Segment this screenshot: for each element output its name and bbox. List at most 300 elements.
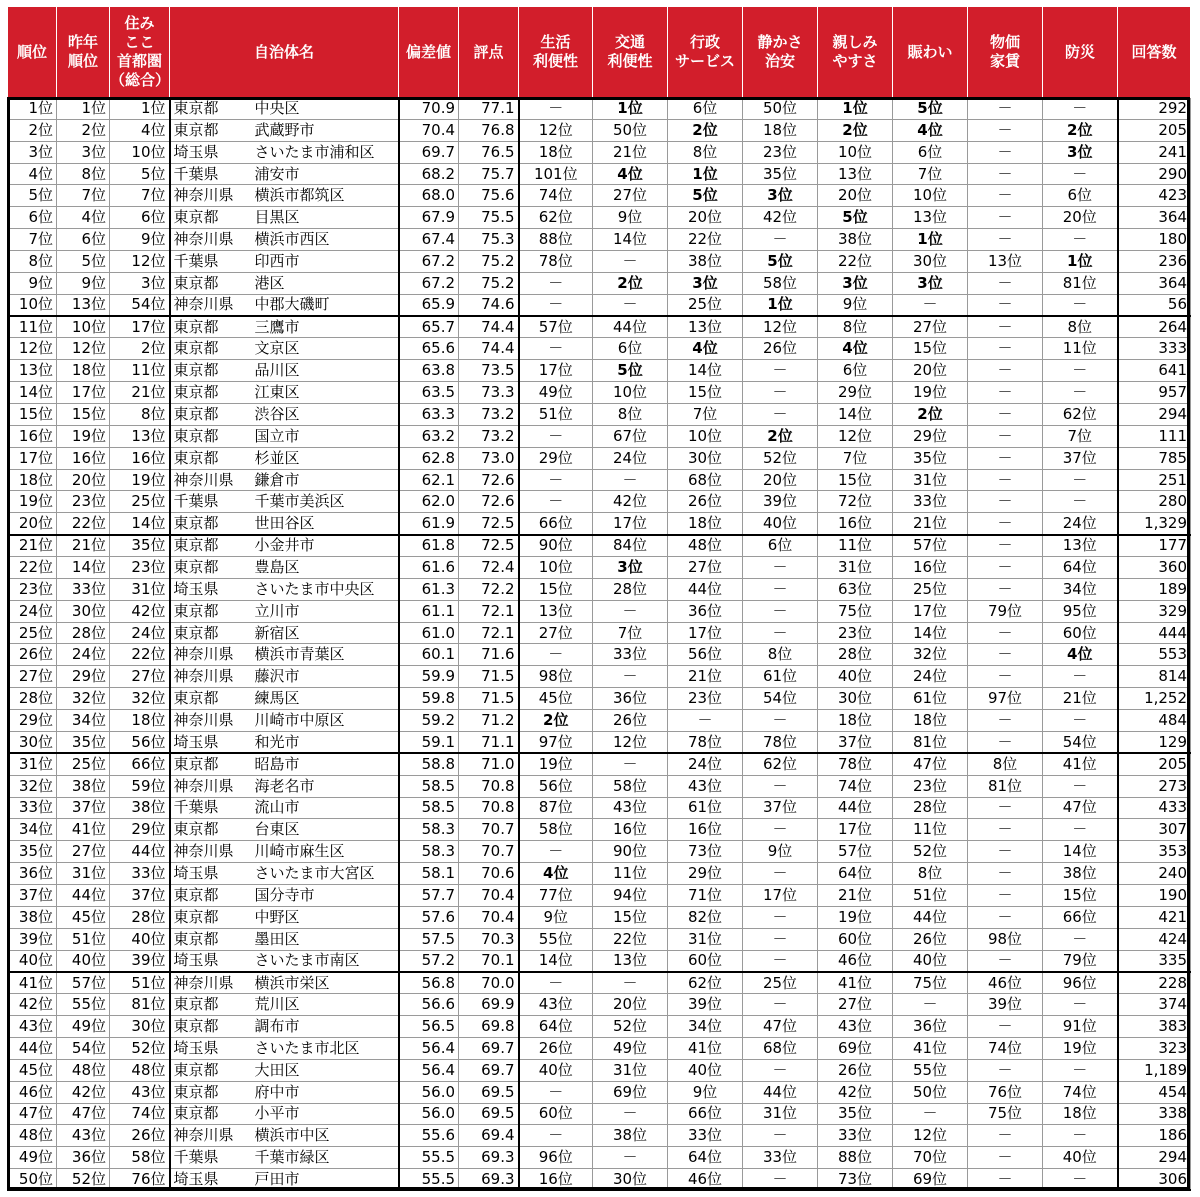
cell-responses: 205 [1118,753,1191,775]
cell-traffic: 67位 [593,425,668,447]
cell-overall: 58位 [110,1147,170,1169]
cell-disaster: 54位 [1043,731,1118,753]
cell-dev: 63.8 [399,360,459,382]
table-row [8,338,1191,360]
cell-quiet: 52位 [743,447,818,469]
table-row [8,251,1191,273]
cell-overall: 56位 [110,731,170,753]
cell-friendly: 63位 [818,578,893,600]
cell-price: － [968,841,1043,863]
cell-rank: 12位 [8,338,57,360]
cell-life: 17位 [519,360,593,382]
cell-dev: 69.7 [399,141,459,163]
cell-dev: 58.3 [399,819,459,841]
cell-disaster: 3位 [1043,141,1118,163]
cell-admin: 46位 [668,1169,743,1191]
cell-price: － [968,98,1043,120]
cell-dev: 57.2 [399,950,459,972]
cell-life: 98位 [519,666,593,688]
cell-city: 藤沢市 [252,666,399,688]
table-row [8,316,1191,338]
cell-prev: 49位 [57,1016,110,1038]
cell-quiet: 2位 [743,425,818,447]
cell-overall: 42位 [110,600,170,622]
cell-traffic: － [593,1103,668,1125]
table-row [8,272,1191,294]
cell-prev: 55位 [57,994,110,1016]
cell-disaster: 20位 [1043,207,1118,229]
cell-admin: 30位 [668,447,743,469]
cell-price: 13位 [968,251,1043,273]
cell-city: 国立市 [252,425,399,447]
cell-dev: 55.5 [399,1169,459,1191]
cell-price: － [968,272,1043,294]
cell-lively: 41位 [893,1037,968,1059]
cell-price: － [968,469,1043,491]
cell-rank: 19位 [8,491,57,513]
cell-quiet: － [743,382,818,404]
cell-city: 豊島区 [252,557,399,579]
cell-lively: 18位 [893,710,968,732]
table-row [8,382,1191,404]
cell-friendly: 17位 [818,819,893,841]
cell-city: 武蔵野市 [252,119,399,141]
cell-friendly: 44位 [818,797,893,819]
cell-disaster: 66位 [1043,906,1118,928]
cell-admin: 73位 [668,841,743,863]
cell-prev: 45位 [57,906,110,928]
cell-disaster: 37位 [1043,447,1118,469]
cell-city: 和光市 [252,731,399,753]
cell-admin: 82位 [668,906,743,928]
cell-rank: 32位 [8,775,57,797]
cell-quiet: 37位 [743,797,818,819]
cell-traffic: 52位 [593,1016,668,1038]
cell-dev: 56.4 [399,1037,459,1059]
cell-traffic: 50位 [593,119,668,141]
cell-life: 78位 [519,251,593,273]
cell-overall: 1位 [110,98,170,120]
cell-dev: 59.8 [399,688,459,710]
cell-quiet: 39位 [743,491,818,513]
column-header-dev: 偏差値 [399,7,459,98]
cell-price: － [968,863,1043,885]
cell-price: － [968,797,1043,819]
cell-rank: 35位 [8,841,57,863]
cell-lively: 26位 [893,928,968,950]
cell-disaster: 91位 [1043,1016,1118,1038]
cell-city: 小平市 [252,1103,399,1125]
cell-lively: 21位 [893,513,968,535]
cell-friendly: 23位 [818,622,893,644]
cell-friendly: 6位 [818,360,893,382]
cell-traffic: 15位 [593,906,668,928]
cell-city: 小金井市 [252,535,399,557]
cell-disaster: 19位 [1043,1037,1118,1059]
cell-quiet: 18位 [743,119,818,141]
cell-admin: 29位 [668,863,743,885]
cell-overall: 8位 [110,404,170,426]
cell-responses: 111 [1118,425,1191,447]
cell-rank: 14位 [8,382,57,404]
cell-traffic: 1位 [593,98,668,120]
cell-lively: 70位 [893,1147,968,1169]
cell-responses: 1,189 [1118,1059,1191,1081]
cell-prev: 36位 [57,1147,110,1169]
cell-price: － [968,819,1043,841]
cell-friendly: 72位 [818,491,893,513]
cell-lively: 57位 [893,535,968,557]
cell-life: － [519,841,593,863]
cell-overall: 23位 [110,557,170,579]
cell-responses: 323 [1118,1037,1191,1059]
cell-quiet: 8位 [743,644,818,666]
cell-dev: 59.9 [399,666,459,688]
column-header-responses: 回答数 [1118,7,1191,98]
cell-friendly: 1位 [818,98,893,120]
table-row [8,404,1191,426]
cell-price: 46位 [968,972,1043,994]
cell-city: 横浜市西区 [252,229,399,251]
cell-quiet: － [743,819,818,841]
cell-price: － [968,666,1043,688]
cell-dev: 57.7 [399,884,459,906]
cell-prev: 12位 [57,338,110,360]
cell-pref: 神奈川県 [170,1125,252,1147]
cell-price: － [968,360,1043,382]
cell-life: 14位 [519,950,593,972]
column-header-price: 物価 家賃 [968,7,1043,98]
cell-price: － [968,491,1043,513]
cell-friendly: 75位 [818,600,893,622]
cell-lively: 14位 [893,622,968,644]
cell-rank: 47位 [8,1103,57,1125]
cell-disaster: 11位 [1043,338,1118,360]
cell-prev: 4位 [57,207,110,229]
cell-prev: 9位 [57,272,110,294]
cell-overall: 21位 [110,382,170,404]
cell-admin: 20位 [668,207,743,229]
cell-dev: 67.2 [399,251,459,273]
cell-price: － [968,163,1043,185]
cell-prev: 23位 [57,491,110,513]
cell-disaster: － [1043,360,1118,382]
cell-traffic: 31位 [593,1059,668,1081]
cell-dev: 61.9 [399,513,459,535]
cell-score: 76.5 [459,141,519,163]
cell-overall: 48位 [110,1059,170,1081]
cell-overall: 51位 [110,972,170,994]
cell-responses: 335 [1118,950,1191,972]
cell-disaster: － [1043,775,1118,797]
cell-friendly: 11位 [818,535,893,557]
cell-price: 97位 [968,688,1043,710]
cell-rank: 18位 [8,469,57,491]
cell-lively: 7位 [893,163,968,185]
cell-rank: 15位 [8,404,57,426]
cell-lively: 61位 [893,688,968,710]
cell-score: 71.5 [459,666,519,688]
cell-rank: 27位 [8,666,57,688]
cell-price: 75位 [968,1103,1043,1125]
cell-lively: 44位 [893,906,968,928]
cell-responses: 205 [1118,119,1191,141]
cell-lively: 10位 [893,185,968,207]
cell-rank: 36位 [8,863,57,885]
cell-lively: 30位 [893,251,968,273]
cell-rank: 39位 [8,928,57,950]
cell-prev: 31位 [57,863,110,885]
cell-price: － [968,1125,1043,1147]
cell-life: － [519,644,593,666]
cell-quiet: 42位 [743,207,818,229]
cell-overall: 38位 [110,797,170,819]
table-row [8,819,1191,841]
table-row [8,1037,1191,1059]
cell-admin: 15位 [668,382,743,404]
cell-life: 96位 [519,1147,593,1169]
cell-city: 文京区 [252,338,399,360]
cell-rank: 29位 [8,710,57,732]
cell-pref: 東京都 [170,1016,252,1038]
cell-rank: 34位 [8,819,57,841]
cell-dev: 58.1 [399,863,459,885]
cell-dev: 70.9 [399,98,459,120]
cell-prev: 42位 [57,1081,110,1103]
cell-overall: 28位 [110,906,170,928]
table-row [8,753,1191,775]
cell-traffic: 28位 [593,578,668,600]
cell-score: 73.0 [459,447,519,469]
cell-lively: － [893,1103,968,1125]
cell-life: 10位 [519,557,593,579]
cell-responses: 374 [1118,994,1191,1016]
cell-score: 69.3 [459,1147,519,1169]
cell-quiet: 5位 [743,251,818,273]
cell-admin: 13位 [668,316,743,338]
cell-responses: 292 [1118,98,1191,120]
cell-price: － [968,1059,1043,1081]
cell-overall: 66位 [110,753,170,775]
cell-lively: 13位 [893,207,968,229]
cell-quiet: 62位 [743,753,818,775]
column-header-friendly: 親しみ やすさ [818,7,893,98]
cell-quiet: 17位 [743,884,818,906]
cell-life: － [519,425,593,447]
cell-disaster: 21位 [1043,688,1118,710]
cell-quiet: 35位 [743,163,818,185]
cell-admin: 56位 [668,644,743,666]
cell-disaster: 38位 [1043,863,1118,885]
cell-friendly: 18位 [818,710,893,732]
cell-pref: 東京都 [170,338,252,360]
cell-admin: 40位 [668,1059,743,1081]
table-row [8,447,1191,469]
cell-traffic: － [593,469,668,491]
cell-quiet: － [743,928,818,950]
cell-disaster: － [1043,1169,1118,1191]
cell-pref: 千葉県 [170,797,252,819]
cell-friendly: 31位 [818,557,893,579]
cell-quiet: － [743,404,818,426]
cell-traffic: 44位 [593,316,668,338]
cell-quiet: 33位 [743,1147,818,1169]
cell-score: 72.5 [459,513,519,535]
cell-city: 三鷹市 [252,316,399,338]
cell-overall: 26位 [110,1125,170,1147]
cell-pref: 千葉県 [170,491,252,513]
cell-pref: 東京都 [170,513,252,535]
cell-score: 72.1 [459,622,519,644]
cell-pref: 千葉県 [170,1147,252,1169]
cell-score: 70.7 [459,841,519,863]
cell-dev: 67.4 [399,229,459,251]
cell-admin: 38位 [668,251,743,273]
cell-pref: 神奈川県 [170,972,252,994]
cell-lively: 69位 [893,1169,968,1191]
cell-lively: － [893,294,968,316]
cell-price: － [968,141,1043,163]
cell-quiet: 40位 [743,513,818,535]
cell-city: さいたま市浦和区 [252,141,399,163]
cell-life: 4位 [519,863,593,885]
cell-life: 15位 [519,578,593,600]
table-row [8,491,1191,513]
cell-life: 27位 [519,622,593,644]
cell-responses: 264 [1118,316,1191,338]
cell-traffic: 94位 [593,884,668,906]
cell-score: 72.2 [459,578,519,600]
cell-lively: 52位 [893,841,968,863]
cell-friendly: 57位 [818,841,893,863]
cell-friendly: 27位 [818,994,893,1016]
cell-overall: 19位 [110,469,170,491]
cell-rank: 13位 [8,360,57,382]
cell-traffic: 17位 [593,513,668,535]
cell-lively: 19位 [893,382,968,404]
cell-city: 杉並区 [252,447,399,469]
cell-pref: 神奈川県 [170,710,252,732]
cell-responses: 360 [1118,557,1191,579]
cell-city: 大田区 [252,1059,399,1081]
cell-admin: 25位 [668,294,743,316]
cell-disaster: 6位 [1043,185,1118,207]
cell-overall: 2位 [110,338,170,360]
cell-prev: 28位 [57,622,110,644]
cell-score: 69.9 [459,994,519,1016]
cell-admin: 4位 [668,338,743,360]
cell-disaster: － [1043,163,1118,185]
cell-city: 新宿区 [252,622,399,644]
cell-price: － [968,731,1043,753]
cell-dev: 58.5 [399,775,459,797]
cell-rank: 1位 [8,98,57,120]
cell-life: 62位 [519,207,593,229]
cell-responses: 56 [1118,294,1191,316]
cell-life: 18位 [519,141,593,163]
cell-dev: 63.3 [399,404,459,426]
cell-friendly: 8位 [818,316,893,338]
cell-responses: 433 [1118,797,1191,819]
cell-admin: 5位 [668,185,743,207]
cell-dev: 63.5 [399,382,459,404]
cell-price: 98位 [968,928,1043,950]
cell-quiet: 44位 [743,1081,818,1103]
cell-overall: 4位 [110,119,170,141]
cell-admin: 60位 [668,950,743,972]
cell-lively: 6位 [893,141,968,163]
cell-price: － [968,425,1043,447]
cell-prev: 14位 [57,557,110,579]
table-row [8,863,1191,885]
cell-friendly: 33位 [818,1125,893,1147]
cell-lively: 36位 [893,1016,968,1038]
cell-responses: 290 [1118,163,1191,185]
cell-dev: 56.5 [399,1016,459,1038]
cell-city: 千葉市緑区 [252,1147,399,1169]
cell-pref: 東京都 [170,884,252,906]
cell-overall: 5位 [110,163,170,185]
table-row [8,622,1191,644]
table-row [8,666,1191,688]
cell-score: 75.3 [459,229,519,251]
cell-quiet: 23位 [743,141,818,163]
cell-responses: 785 [1118,447,1191,469]
cell-traffic: 12位 [593,731,668,753]
table-row [8,950,1191,972]
cell-disaster: 4位 [1043,644,1118,666]
cell-pref: 東京都 [170,928,252,950]
cell-prev: 17位 [57,382,110,404]
cell-dev: 67.2 [399,272,459,294]
cell-life: 90位 [519,535,593,557]
table-row [8,207,1191,229]
cell-prev: 6位 [57,229,110,251]
cell-quiet: 61位 [743,666,818,688]
cell-disaster: － [1043,469,1118,491]
cell-dev: 58.5 [399,797,459,819]
cell-quiet: － [743,600,818,622]
cell-score: 70.6 [459,863,519,885]
cell-dev: 61.6 [399,557,459,579]
cell-city: 横浜市都筑区 [252,185,399,207]
cell-rank: 45位 [8,1059,57,1081]
cell-overall: 59位 [110,775,170,797]
cell-disaster: 95位 [1043,600,1118,622]
cell-city: 海老名市 [252,775,399,797]
cell-pref: 東京都 [170,600,252,622]
cell-pref: 東京都 [170,535,252,557]
cell-lively: 81位 [893,731,968,753]
column-header-rank: 順位 [8,7,57,98]
cell-admin: 10位 [668,425,743,447]
cell-overall: 16位 [110,447,170,469]
cell-prev: 10位 [57,316,110,338]
cell-life: 13位 [519,600,593,622]
cell-score: 70.4 [459,906,519,928]
cell-dev: 61.3 [399,578,459,600]
cell-disaster: 2位 [1043,119,1118,141]
cell-disaster: 18位 [1043,1103,1118,1125]
cell-responses: 814 [1118,666,1191,688]
cell-rank: 44位 [8,1037,57,1059]
cell-responses: 454 [1118,1081,1191,1103]
cell-traffic: 42位 [593,491,668,513]
cell-life: － [519,272,593,294]
table-row [8,185,1191,207]
cell-pref: 千葉県 [170,251,252,273]
cell-traffic: 33位 [593,644,668,666]
